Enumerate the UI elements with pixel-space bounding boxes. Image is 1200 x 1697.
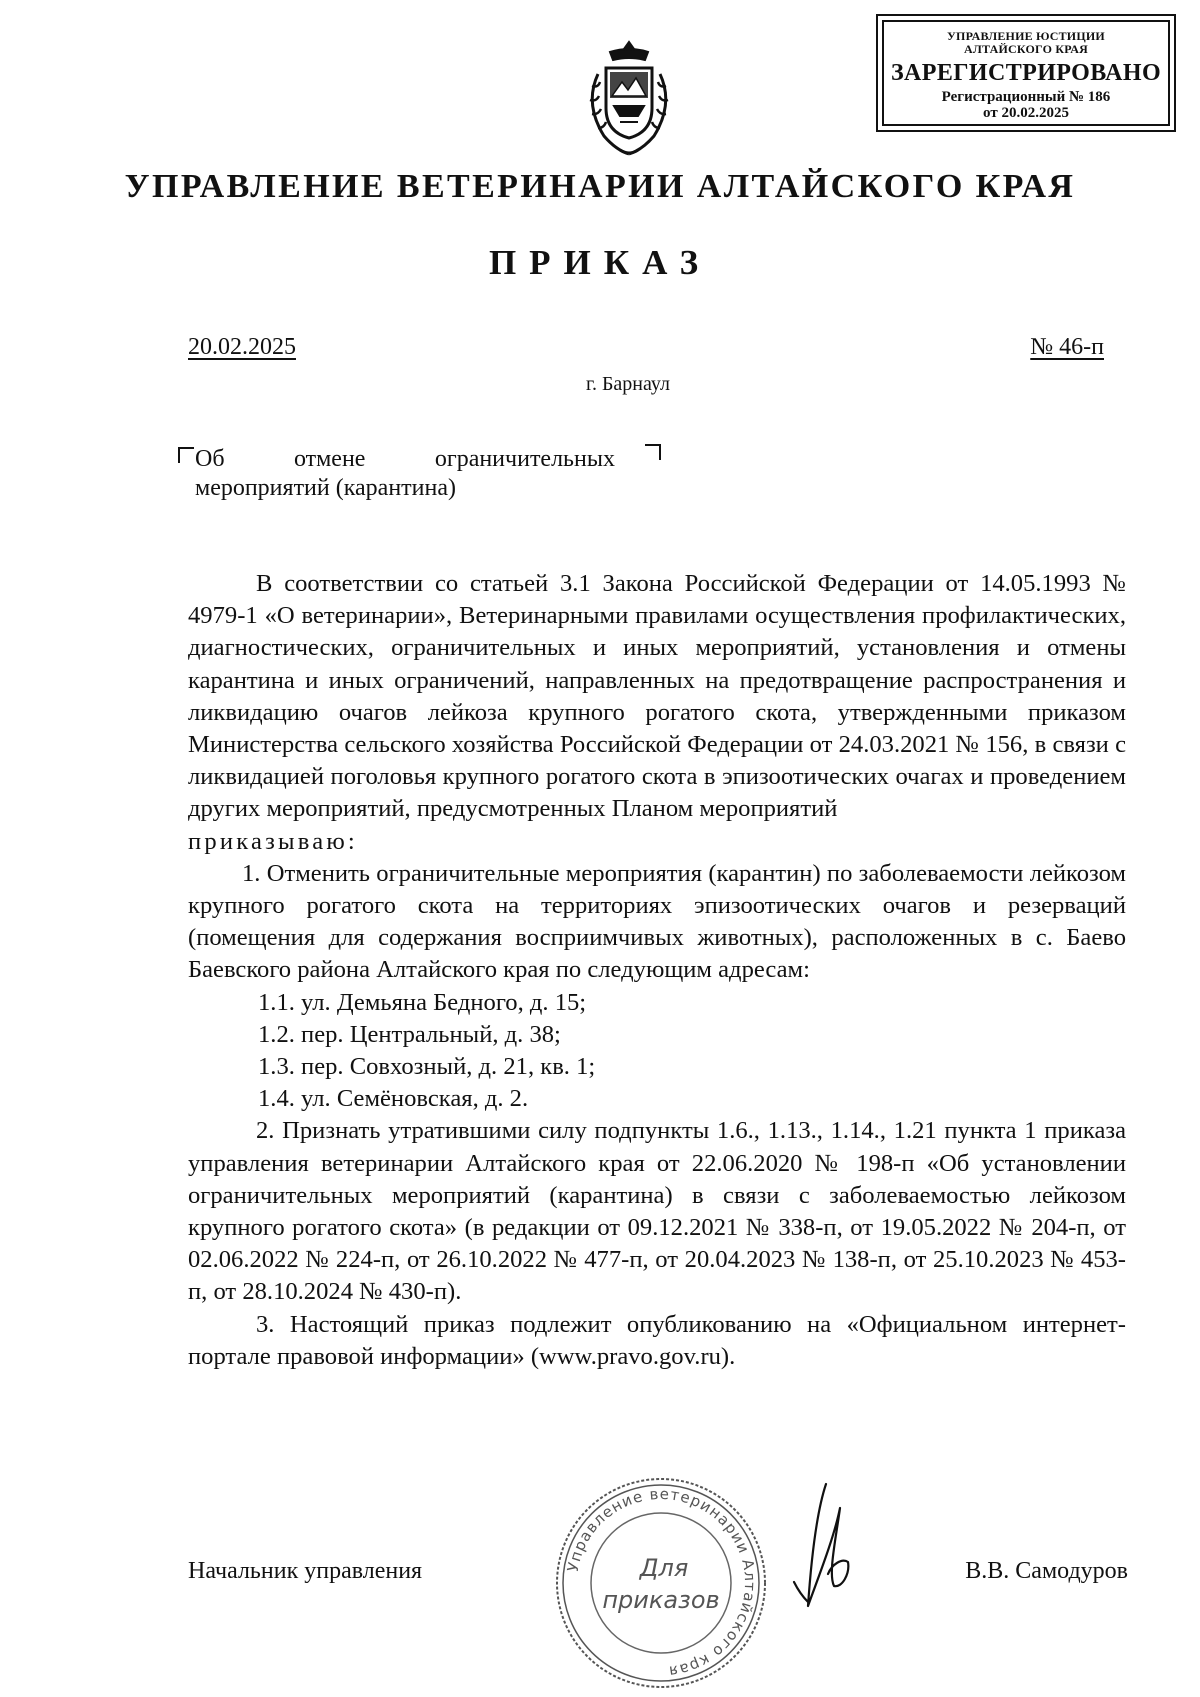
- registration-stamp: [876, 14, 1176, 132]
- registration-number: Регистрационный № 186: [941, 88, 1111, 105]
- seal-center-line1: Для: [639, 1554, 689, 1582]
- order-date: 20.02.2025: [188, 334, 296, 360]
- subject-word: Об: [195, 446, 225, 472]
- registration-org-line1: УПРАВЛЕНИЕ ЮСТИЦИИ: [947, 29, 1105, 43]
- subject-bracket-left: [178, 447, 194, 463]
- handwritten-signature: [778, 1478, 878, 1613]
- order-number: № 46-п: [1030, 334, 1104, 360]
- registration-date: от 20.02.2025: [983, 105, 1069, 121]
- round-seal: [552, 1474, 770, 1692]
- seal-center-line2: приказов: [602, 1586, 720, 1614]
- subject-word: ограничительных: [434, 446, 615, 472]
- item-1-3: 1.3. пер. Совхозный, д. 21, кв. 1;: [258, 1053, 596, 1081]
- organization-title: УПРАВЛЕНИЕ ВЕТЕРИНАРИИ АЛТАЙСКОГО КРАЯ: [124, 168, 1076, 205]
- preamble-paragraph: В соответствии со статьей 3.1 Закона Российской Федерации от 14.05.1993 № 4979-1 «О ветеринарии», Ветеринарными правилами осуществления профилактических, диагностических, ограничительных и иных мероприятий, установления и отмены карантина и иных ограничений, направленных на предотвращение распространения и ликвидацию очагов лейкоза крупного рогатого скота, утвержденными приказом Министерства сельского хозяйства Российской Федерации от 24.03.2021 № 156, в связи с ликвидацией поголовья крупного рогатого скота в эпизоотических очагах и проведением других мероприятий, предусмотренных Планом мероприятий: [188, 570, 1126, 823]
- signatory-position: Начальник управления: [188, 1558, 423, 1584]
- document-type-title: ПРИКАЗ: [488, 243, 712, 282]
- signatory-name: В.В. Самодуров: [965, 1558, 1128, 1584]
- registration-org-line2: АЛТАЙСКОГО КРАЯ: [964, 41, 1088, 56]
- order-city: г. Барнаул: [586, 373, 670, 395]
- seal-ring-text: Управление ветеринарии Алтайского края: [563, 1484, 760, 1681]
- item-2-paragraph: 2. Признать утратившими силу подпункты 1.6., 1.13., 1.14., 1.21 пункта 1 приказа управления ветеринарии Алтайского края от 22.06.2020 № 198-п «Об установлении ограничительных мероприятий (карантина) в связи с заболеваемостью лейкозом крупного рогатого скота» (в редакции от 09.12.2021 № 338-п, от 19.05.2022 № 204-п, от 02.06.2022 № 224-п, от 26.10.2022 № 477-п, от 20.04.2023 № 138-п, от 25.10.2023 № 453-п, от 28.10.2024 № 430-п).: [188, 1117, 1126, 1306]
- svg-text:Управление ветеринарии Алтайск: [564, 1485, 759, 1681]
- subject-line1: [195, 446, 615, 473]
- item-1-2: 1.2. пер. Центральный, д. 38;: [258, 1020, 561, 1048]
- registration-title: ЗАРЕГИСТРИРОВАНО: [890, 59, 1162, 86]
- item-1-4: 1.4. ул. Семёновская, д. 2.: [258, 1085, 529, 1113]
- subject-line2: мероприятий (карантина): [195, 475, 456, 501]
- order-word: приказываю:: [188, 827, 358, 855]
- item-1-1: 1.1. ул. Демьяна Бедного, д. 15;: [258, 988, 587, 1016]
- registration-stamp-frame: [882, 20, 1170, 126]
- subject-bracket-right: [645, 444, 661, 460]
- item-3-paragraph: 3. Настоящий приказ подлежит опубликованию на «Официальном интернет-портале правовой информации» (www.pravo.gov.ru).: [188, 1310, 1126, 1370]
- item-1-paragraph: 1. Отменить ограничительные мероприятия (карантин) по заболеваемости лейкозом крупного рогатого скота на территориях эпизоотических очагов и резерваций (помещения для содержания восприимчивых животных), расположенных в с. Баево Баевского района Алтайского края по следующим адресам:: [188, 859, 1126, 984]
- subject-word: отмене: [293, 446, 366, 472]
- order-body: [188, 568, 1126, 1373]
- coat-of-arms-emblem: [570, 38, 688, 160]
